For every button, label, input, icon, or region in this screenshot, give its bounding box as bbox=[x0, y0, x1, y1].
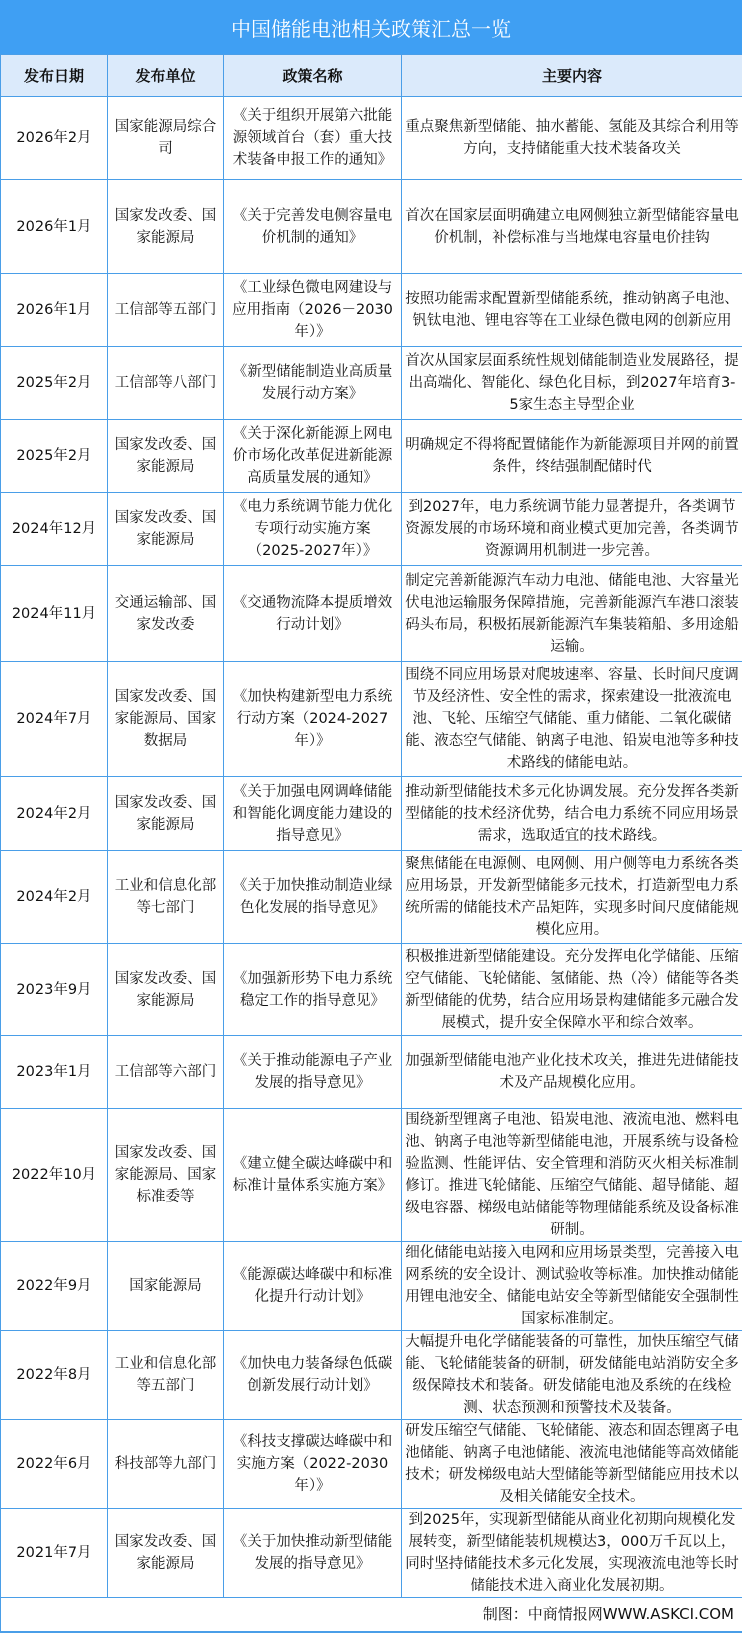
table-row bbox=[1, 1509, 742, 1598]
date-cell: 2026年1月 bbox=[1, 180, 108, 274]
table-row bbox=[1, 274, 742, 347]
date-cell: 2021年7月 bbox=[1, 1509, 108, 1598]
policy-cell: 《关于推动能源电子产业发展的指导意见》 bbox=[224, 1036, 402, 1109]
policy-cell: 《关于深化新能源上网电价市场化改革促进新能源高质量发展的通知》 bbox=[224, 420, 402, 493]
policy-cell: 《科技支撑碳达峰碳中和实施方案（2022-2030年）》 bbox=[224, 1420, 402, 1509]
policy-table bbox=[0, 54, 742, 1633]
org-cell: 国家能源局综合司 bbox=[108, 97, 224, 180]
date-cell: 2022年8月 bbox=[1, 1331, 108, 1420]
policy-cell: 《交通物流降本提质增效行动计划》 bbox=[224, 566, 402, 662]
table-row bbox=[1, 420, 742, 493]
policy-cell: 《新型储能制造业高质量发展行动方案》 bbox=[224, 347, 402, 420]
date-cell: 2023年9月 bbox=[1, 944, 108, 1036]
org-cell: 国家发改委、国家能源局 bbox=[108, 1509, 224, 1598]
content-cell: 到2025年，实现新型储能从商业化初期向规模化发展转变，新型储能装机规模达3，000万千瓦以上，同时坚持储能技术多元化发展，实现液流电池等长时储能技术进入商业化发展初期。 bbox=[402, 1509, 742, 1598]
table-row bbox=[1, 662, 742, 777]
table-row bbox=[1, 851, 742, 944]
org-cell: 工信部等八部门 bbox=[108, 347, 224, 420]
org-cell: 国家发改委、国家能源局、国家数据局 bbox=[108, 662, 224, 777]
policy-cell: 《建立健全碳达峰碳中和标准计量体系实施方案》 bbox=[224, 1109, 402, 1242]
date-cell: 2025年2月 bbox=[1, 420, 108, 493]
content-cell: 明确规定不得将配置储能作为新能源项目并网的前置条件，终结强制配储时代 bbox=[402, 420, 742, 493]
policy-cell: 《关于加强电网调峰储能和智能化调度能力建设的指导意见》 bbox=[224, 777, 402, 851]
org-cell: 国家发改委、国家能源局 bbox=[108, 944, 224, 1036]
table-row bbox=[1, 97, 742, 180]
table-row bbox=[1, 944, 742, 1036]
table-row bbox=[1, 1036, 742, 1109]
content-cell: 推动新型储能技术多元化协调发展。充分发挥各类新型储能的技术经济优势，结合电力系统不同应用场景需求，选取适宜的技术路线。 bbox=[402, 777, 742, 851]
content-cell: 首次在国家层面明确建立电网侧独立新型储能容量电价机制，补偿标准与当地煤电容量电价挂钩 bbox=[402, 180, 742, 274]
table-row bbox=[1, 777, 742, 851]
date-cell: 2025年2月 bbox=[1, 347, 108, 420]
source-credit: 制图：中商情报网WWW.ASKCI.COM bbox=[1, 1598, 742, 1632]
policy-cell: 《加快构建新型电力系统行动方案（2024-2027年）》 bbox=[224, 662, 402, 777]
content-cell: 研发压缩空气储能、飞轮储能、液态和固态锂离子电池储能、钠离子电池储能、液流电池储能等高效储能技术；研发梯级电站大型储能等新型储能应用技术以及相关储能安全技术。 bbox=[402, 1420, 742, 1509]
table-row bbox=[1, 1420, 742, 1509]
date-cell: 2023年1月 bbox=[1, 1036, 108, 1109]
date-cell: 2024年2月 bbox=[1, 777, 108, 851]
date-cell: 2026年2月 bbox=[1, 97, 108, 180]
content-cell: 加强新型储能电池产业化技术攻关，推进先进储能技术及产品规模化应用。 bbox=[402, 1036, 742, 1109]
policy-cell: 《能源碳达峰碳中和标准化提升行动计划》 bbox=[224, 1242, 402, 1331]
org-cell: 国家能源局 bbox=[108, 1242, 224, 1331]
org-cell: 工信部等五部门 bbox=[108, 274, 224, 347]
policy-cell: 《电力系统调节能力优化专项行动实施方案（2025-2027年）》 bbox=[224, 493, 402, 566]
table-row bbox=[1, 1331, 742, 1420]
content-cell: 聚焦储能在电源侧、电网侧、用户侧等电力系统各类应用场景，开发新型储能多元技术，打造新型电力系统所需的储能技术产品矩阵，实现多时间尺度储能规模化应用。 bbox=[402, 851, 742, 944]
policy-cell: 《关于组织开展第六批能源领域首台（套）重大技术装备申报工作的通知》 bbox=[224, 97, 402, 180]
table-row bbox=[1, 1109, 742, 1242]
content-cell: 大幅提升电化学储能装备的可靠性，加快压缩空气储能、飞轮储能装备的研制，研发储能电站消防安全多级保障技术和装备。研发储能电池及系统的在线检测、状态预测和预警技术及装备。 bbox=[402, 1331, 742, 1420]
table-row bbox=[1, 1242, 742, 1331]
org-cell: 工业和信息化部等七部门 bbox=[108, 851, 224, 944]
header-org: 发布单位 bbox=[108, 55, 224, 97]
date-cell: 2022年6月 bbox=[1, 1420, 108, 1509]
table-title: 中国储能电池相关政策汇总一览 bbox=[0, 0, 742, 54]
footer-row bbox=[1, 1598, 742, 1632]
date-cell: 2024年11月 bbox=[1, 566, 108, 662]
org-cell: 国家发改委、国家能源局 bbox=[108, 493, 224, 566]
header-row bbox=[1, 55, 742, 97]
header-date: 发布日期 bbox=[1, 55, 108, 97]
content-cell: 重点聚焦新型储能、抽水蓄能、氢能及其综合利用等方向，支持储能重大技术装备攻关 bbox=[402, 97, 742, 180]
policy-cell: 《工业绿色微电网建设与应用指南（2026－2030年）》 bbox=[224, 274, 402, 347]
table-row bbox=[1, 566, 742, 662]
content-cell: 制定完善新能源汽车动力电池、储能电池、大容量光伏电池运输服务保障措施，完善新能源汽车港口滚装码头布局，积极拓展新能源汽车集装箱船、多用途船运输。 bbox=[402, 566, 742, 662]
table-row bbox=[1, 347, 742, 420]
table-row bbox=[1, 180, 742, 274]
org-cell: 国家发改委、国家能源局 bbox=[108, 180, 224, 274]
header-policy: 政策名称 bbox=[224, 55, 402, 97]
policy-cell: 《加快电力装备绿色低碳创新发展行动计划》 bbox=[224, 1331, 402, 1420]
org-cell: 国家发改委、国家能源局、国家标准委等 bbox=[108, 1109, 224, 1242]
content-cell: 围绕新型锂离子电池、铅炭电池、液流电池、燃料电池、钠离子电池等新型储能电池，开展系统与设备检验监测、性能评估、安全管理和消防灭火相关标准制修订。推进飞轮储能、压缩空气储能、超导储能、超级电容器、梯级电站储能等物理储能系统及设备标准研制。 bbox=[402, 1109, 742, 1242]
date-cell: 2022年9月 bbox=[1, 1242, 108, 1331]
content-cell: 按照功能需求配置新型储能系统，推动钠离子电池、钒钛电池、锂电容等在工业绿色微电网的创新应用 bbox=[402, 274, 742, 347]
org-cell: 科技部等九部门 bbox=[108, 1420, 224, 1509]
content-cell: 积极推进新型储能建设。充分发挥电化学储能、压缩空气储能、飞轮储能、氢储能、热（冷）储能等各类新型储能的优势，结合应用场景构建储能多元融合发展模式，提升安全保障水平和综合效率。 bbox=[402, 944, 742, 1036]
date-cell: 2022年10月 bbox=[1, 1109, 108, 1242]
policy-cell: 《加强新形势下电力系统稳定工作的指导意见》 bbox=[224, 944, 402, 1036]
header-content: 主要内容 bbox=[402, 55, 742, 97]
table-row bbox=[1, 493, 742, 566]
policy-cell: 《关于加快推动新型储能发展的指导意见》 bbox=[224, 1509, 402, 1598]
date-cell: 2024年2月 bbox=[1, 851, 108, 944]
org-cell: 国家发改委、国家能源局 bbox=[108, 777, 224, 851]
org-cell: 国家发改委、国家能源局 bbox=[108, 420, 224, 493]
date-cell: 2026年1月 bbox=[1, 274, 108, 347]
content-cell: 细化储能电站接入电网和应用场景类型，完善接入电网系统的安全设计、测试验收等标准。加快推动储能用锂电池安全、储能电站安全等新型储能安全强制性国家标准制定。 bbox=[402, 1242, 742, 1331]
content-cell: 到2027年，电力系统调节能力显著提升，各类调节资源发展的市场环境和商业模式更加完善，各类调节资源调用机制进一步完善。 bbox=[402, 493, 742, 566]
content-cell: 首次从国家层面系统性规划储能制造业发展路径，提出高端化、智能化、绿色化目标，到2027年培育3-5家生态主导型企业 bbox=[402, 347, 742, 420]
org-cell: 工业和信息化部等五部门 bbox=[108, 1331, 224, 1420]
policy-cell: 《关于完善发电侧容量电价机制的通知》 bbox=[224, 180, 402, 274]
policy-cell: 《关于加快推动制造业绿色化发展的指导意见》 bbox=[224, 851, 402, 944]
content-cell: 围绕不同应用场景对爬坡速率、容量、长时间尺度调节及经济性、安全性的需求，探索建设一批液流电池、飞轮、压缩空气储能、重力储能、二氧化碳储能、液态空气储能、钠离子电池、铅炭电池等多种技术路线的储能电站。 bbox=[402, 662, 742, 777]
org-cell: 工信部等六部门 bbox=[108, 1036, 224, 1109]
date-cell: 2024年7月 bbox=[1, 662, 108, 777]
date-cell: 2024年12月 bbox=[1, 493, 108, 566]
org-cell: 交通运输部、国家发改委 bbox=[108, 566, 224, 662]
